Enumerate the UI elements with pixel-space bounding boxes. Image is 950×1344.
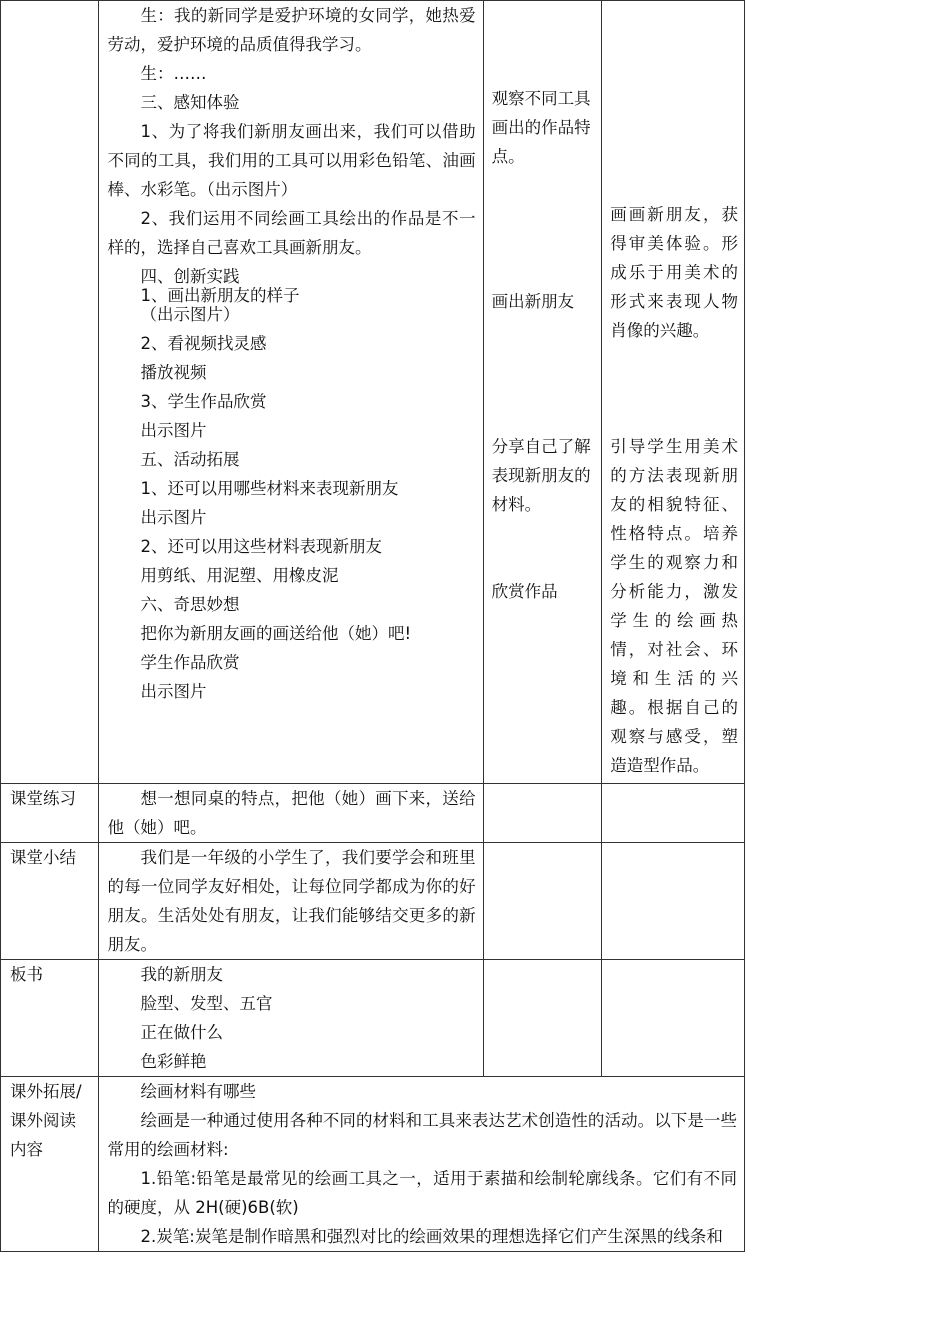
section-heading: 五、活动拓展 — [140, 450, 240, 469]
design-intent: 画画新朋友，获得审美体验。形成乐于用美术的形式来表现人物肖像的兴趣。 — [610, 205, 738, 340]
empty-cell — [483, 960, 602, 1077]
student-activity: 分享自己了解表现新朋友的材料。 — [491, 437, 591, 514]
empty-cell — [602, 843, 745, 960]
extension-heading: 绘画材料有哪些 — [140, 1082, 257, 1101]
board-line: 色彩鲜艳 — [140, 1052, 207, 1071]
extension-paragraph: 绘画是一种通过使用各种不同的材料和工具来表达艺术创造性的活动。以下是一些常用的绘画材料: — [107, 1111, 737, 1159]
extension-label: 课外拓展/课外阅读内容 — [1, 1077, 99, 1252]
practice-label: 课堂练习 — [1, 784, 99, 843]
student-answer-ellipsis: 生：…… — [140, 64, 207, 83]
summary-row — [1, 843, 745, 960]
board-row — [1, 960, 745, 1077]
student-activities-cell — [483, 1, 602, 784]
activity-text: 1、画出新朋友的样子 — [140, 286, 300, 305]
student-activity: 欣赏作品 — [491, 582, 558, 601]
section-heading: 四、创新实践 — [140, 267, 240, 286]
practice-text: 想一想同桌的特点，把他（她）画下来，送给他（她）吧。 — [107, 789, 476, 837]
activity-text: 学生作品欣赏 — [140, 653, 240, 672]
empty-cell — [483, 843, 602, 960]
empty-cell — [602, 960, 745, 1077]
process-label-cell — [1, 1, 99, 784]
activity-text: 1、为了将我们新朋友画出来，我们可以借助不同的工具，我们用的工具可以用彩色铅笔、油画棒、水彩笔。（出示图片） — [107, 122, 476, 199]
activity-text: 把你为新朋友画的画送给他（她）吧! — [140, 624, 412, 643]
activity-text: 2、看视频找灵感 — [140, 334, 267, 353]
teaching-process-row — [1, 1, 745, 784]
summary-label: 课堂小结 — [1, 843, 99, 960]
activity-text: 出示图片 — [140, 421, 207, 440]
activity-text: 1、还可以用哪些材料来表现新朋友 — [140, 479, 399, 498]
board-line: 正在做什么 — [140, 1023, 224, 1042]
summary-text: 我们是一年级的小学生了，我们要学会和班里的每一位同学友好相处，让每位同学都成为你的好朋友。生活处处有朋友，让我们能够结交更多的新朋友。 — [107, 848, 476, 954]
board-line: 我的新朋友 — [140, 965, 224, 984]
design-intent: 引导学生用美术的方法表现新朋友的相貌特征、性格特点。培养学生的观察力和分析能力，激发学生的绘画热情，对社会、环境和生活的兴趣。根据自己的观察与感受，塑造造型作品。 — [610, 437, 738, 775]
activity-text: 播放视频 — [140, 363, 207, 382]
student-activity: 画出新朋友 — [491, 292, 575, 311]
empty-cell — [602, 784, 745, 843]
practice-row — [1, 784, 745, 843]
activity-text: 2、还可以用这些材料表现新朋友 — [140, 537, 383, 556]
activity-text: 用剪纸、用泥塑、用橡皮泥 — [140, 566, 339, 585]
design-intent-cell — [602, 1, 745, 784]
activity-text: 出示图片 — [140, 508, 207, 527]
activity-text: 2、我们运用不同绘画工具绘出的作品是不一样的，选择自己喜欢工具画新朋友。 — [107, 209, 476, 257]
teaching-activities-cell — [98, 1, 483, 784]
section-heading: 六、奇思妙想 — [140, 595, 240, 614]
extension-paragraph: 1.铅笔:铅笔是最常见的绘画工具之一，适用于素描和绘制轮廓线条。它们有不同的硬度，从 2H(硬)6B(软) — [107, 1169, 737, 1217]
extension-content — [98, 1077, 744, 1252]
extension-paragraph: 2.炭笔:炭笔是制作暗黑和强烈对比的绘画效果的理想选择它们产生深黑的线条和 — [140, 1227, 723, 1246]
empty-cell — [483, 784, 602, 843]
board-line: 脸型、发型、五官 — [140, 994, 273, 1013]
section-heading: 三、感知体验 — [140, 93, 240, 112]
board-label: 板书 — [1, 960, 99, 1077]
student-answer: 生：我的新同学是爱护环境的女同学，她热爱劳动，爱护环境的品质值得我学习。 — [107, 6, 476, 54]
activity-text: 3、学生作品欣赏 — [140, 392, 267, 411]
activity-text: 出示图片 — [140, 682, 207, 701]
activity-text: （出示图片） — [140, 305, 240, 324]
student-activity: 观察不同工具画出的作品特点。 — [491, 89, 591, 166]
extension-row — [1, 1077, 745, 1252]
